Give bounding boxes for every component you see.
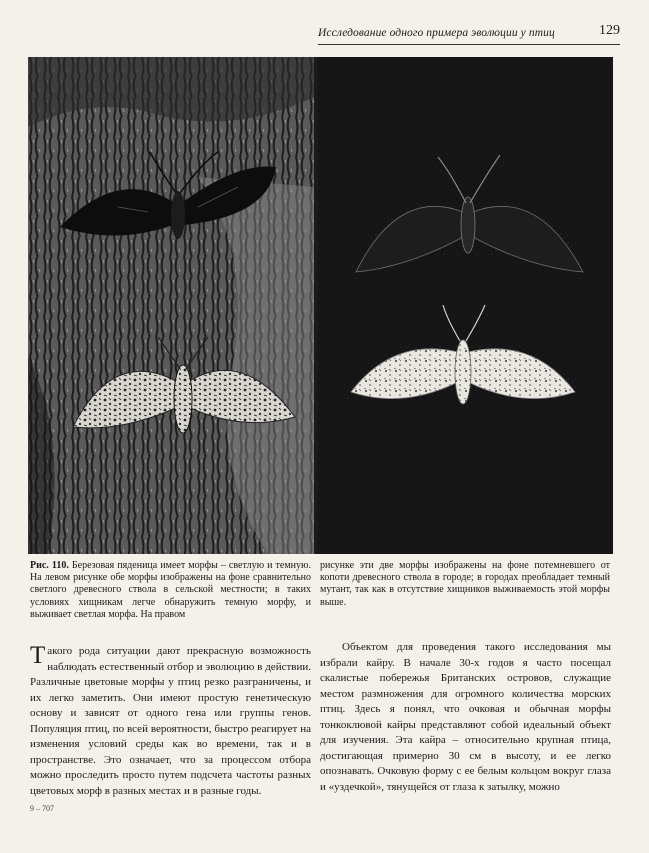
dropcap: Т xyxy=(30,642,46,669)
body-column-right: Объектом для проведения такого исследования мы избрали кайру. В начале 30-х годов я часто посещал скалистые побережья Британских островов, служащие местом размножения для огромного количества морских птиц. Здесь я понял, что очковая и обычная морфы тонкоклювой кайры представляют собой идеальный объект для изучения. Эта кайра – относительно крупная птица, достигающая примерно 30 см в высоту, и ее легко опознавать. Очковую форму с ее белым кольцом вокруг глаза и «уздечкой», тянущейся от глаза к затылку, можно xyxy=(320,641,611,793)
figure-label: Рис. 110. xyxy=(30,560,69,571)
page-number: 129 xyxy=(599,23,620,38)
moth-on-dark-bark-icon xyxy=(318,57,613,554)
figure-left-panel xyxy=(28,57,314,554)
figure-right-panel xyxy=(318,57,613,554)
figure-caption-left xyxy=(30,560,311,621)
body-column-left xyxy=(30,644,311,799)
header-title: Исследование одного примера эволюции у птиц xyxy=(318,27,555,39)
figure-110 xyxy=(28,57,613,554)
figure-caption-text-left: Березовая пяденица имеет морфы – светлую и темную. На левом рисунке обе морфы изображены на фоне сравнительно светлого древесного ствола в сельской местности; в таких условиях хищникам легче обнаружить темную морфу, и выживает светлая морфа. На правом xyxy=(30,560,311,620)
signature-mark: 9 – 707 xyxy=(30,804,54,813)
body-text-left: акого рода ситуации дают прекрасную возможность наблюдать естественный отбор и эволюцию в действии. Различные цветовые морфы у птиц резко разграничены, и их легко заметить. Они имеют простую генетическую основу и зависят от одного гена или группы генов. Популяция птиц, по всей вероятности, быстро реагирует на изменения условий среды как во времени, так и в пространстве. Это означает, что за процессом отбора можно проследить просто путем подсчета частоты разных цветовых морф в разных местах и в разные годы. xyxy=(30,645,311,797)
running-header xyxy=(318,23,620,45)
moth-on-light-bark-icon xyxy=(28,57,314,554)
figure-caption-right: рисунке эти две морфы изображены на фоне потемневшего от копоти древесного ствола в городе; в городах преобладает темный мутант, так как в отсутствие хищников выживаемость этой морфы выше. xyxy=(320,560,610,608)
